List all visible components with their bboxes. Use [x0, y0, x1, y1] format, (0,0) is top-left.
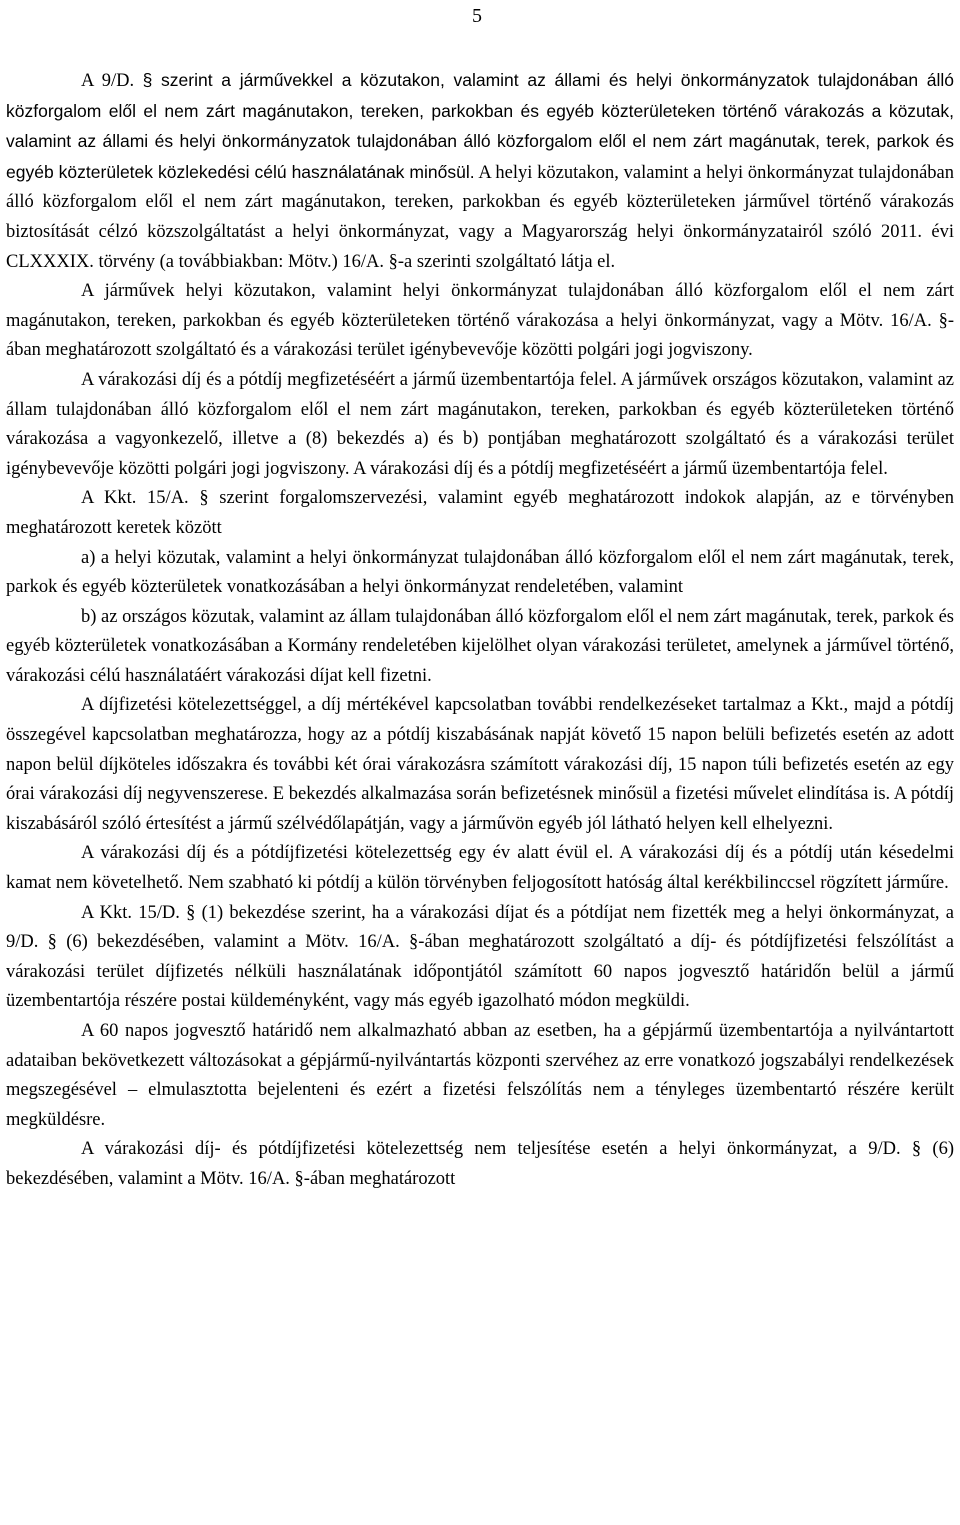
paragraph-point-a	[6, 544, 954, 603]
text-segment: A 9/D.	[81, 71, 143, 91]
paragraph-point-b	[6, 603, 954, 692]
paragraph	[6, 839, 954, 898]
text-segment: A díjfizetési kötelezettséggel, a díj mértékével kapcsolatban további rendelkezéseket tartalmaz a Kkt., majd a pótdíj összegével kapcsolatban meghatározza, hogy az a pótdíj kiszabásának napját követő 15 napon belüli befizetés esetén az adott napon belül díjköteles időszakra és további két órai várakozásra számított várakozási díj, 15 napon túli befizetés esetén az egy órai várakozási díj negyvenszerese. E bekezdés alkalmazása során befizetésnek minősül a fizetési művelet elindítása is. A pótdíj kiszabásáról szóló értesítést a jármű szélvédőlapátján, vagy a járművön egyéb jól látható helyen kell elhelyezni.	[6, 695, 954, 834]
paragraph	[6, 277, 954, 366]
paragraph	[6, 66, 954, 277]
text-segment: A Kkt. 15/A. § szerint forgalomszervezési, valamint egyéb meghatározott indokok alapján, az e törvényben meghatározott keretek között	[6, 488, 954, 538]
text-segment: § szerint a járművekkel a közutakon, valamint az állami és helyi önkormányzatok tulajdonában álló közforgalom elől el nem zárt magánutakon, tereken, parkokban és egyéb közterületeken történő várakozás a közutak, valamint az állami és helyi önkormányzatok tulajdonában álló közforgalom elől el nem zárt magánutak, terek, parkok és egyéb közterületek közlekedési célú használatának minősül.	[6, 70, 954, 182]
paragraph	[6, 366, 954, 484]
paragraph	[6, 1135, 954, 1194]
text-segment: A várakozási díj és a pótdíj megfizetéséért a jármű üzembentartója felel. A járművek országos közutakon, valamint az állam tulajdonában álló közforgalom elől el nem zárt magánutakon, tereken, parkokban és egyéb közterületeken történő várakozása a vagyonkezelő, illetve a (8) bekezdés a) és b) pontjában meghatározott szolgáltató és a várakozási terület igénybevevője közötti polgári jogi jogviszony. A várakozási díj és a pótdíj megfizetéséért a jármű üzembentartója felel.	[6, 369, 954, 479]
document-body	[6, 66, 954, 1195]
page-number: 5	[472, 5, 482, 27]
text-segment: A helyi közutakon, valamint a helyi önkormányzat tulajdonában álló közforgalom elől el nem zárt magánutakon, tereken, parkokban és egyéb közterületeken járművel történő várakozás biztosítását célzó közszolgáltatást a helyi önkormányzat, vagy a Magyarország helyi önkormányzatairól szóló 2011. évi CLXXXIX. törvény (a továbbiakban: Mötv.) 16/A. §-a szerinti szolgáltató látja el.	[6, 162, 954, 272]
paragraph	[6, 1017, 954, 1135]
text-segment: A Kkt. 15/D. § (1) bekezdése szerint, ha a várakozási díjat és a pótdíjat nem fizették meg a helyi önkormányzat, a 9/D. § (6) bekezdésében, valamint a Mötv. 16/A. §-ában meghatározott szolgáltató a díj- és pótdíjfizetési felszólítást a várakozási terület díjfizetés nélküli használatának időpontjától számított 60 napos jogvesztő határidőn belül a jármű üzembentartója részére postai küldeményként, vagy más egyéb igazolható módon megküldi.	[6, 902, 954, 1012]
paragraph	[6, 484, 954, 543]
paragraph	[6, 899, 954, 1017]
text-segment: a) a helyi közutak, valamint a helyi önkormányzat tulajdonában álló közforgalom elől el nem zárt magánutak, terek, parkok és egyéb közterületek vonatkozásában a helyi önkormányzat rendeletében, valamint	[6, 547, 954, 598]
text-segment: A járművek helyi közutakon, valamint helyi önkormányzat tulajdonában álló közforgalom elől el nem zárt magánutakon, tereken, parkokban és egyéb közterületeken történő várakozása a helyi önkormányzat, vagy a Mötv. 16/A. §-ában meghatározott szolgáltató és a várakozási terület igénybevevője közötti polgári jogi jogviszony.	[6, 281, 954, 361]
text-segment: b) az országos közutak, valamint az állam tulajdonában álló közforgalom elől el nem zárt magánutak, terek, parkok és egyéb közterületek vonatkozásában a Kormány rendeletében kijelölhet olyan várakozási területet, amelynek a járművel történő, várakozási célú használatáért várakozási díjat kell fizetni.	[6, 606, 954, 686]
text-segment: A várakozási díj és a pótdíjfizetési kötelezettség egy év alatt évül el. A várakozási díj és a pótdíj után késedelmi kamat nem követelhető. Nem szabható ki pótdíj a külön törvényben feljogosított hatóság által kerékbilinccsel rögzített járműre.	[6, 843, 954, 894]
paragraph	[6, 691, 954, 839]
text-segment: A 60 napos jogvesztő határidő nem alkalmazható abban az esetben, ha a gépjármű üzembentartója a nyilvántartott adataiban bekövetkezett változásokat a gépjármű-nyilvántartás központi szervéhez az erre vonatkozó jogszabályi rendelkezések megszegésével – elmulasztotta bejelenteni és ezért a fizetési felszólítás nem a tényleges üzembentartó részére került megküldésre.	[6, 1021, 954, 1130]
text-segment: A várakozási díj- és pótdíjfizetési kötelezettség nem teljesítése esetén a helyi önkormányzat, a 9/D. § (6) bekezdésében, valamint a Mötv. 16/A. §-ában meghatározott	[6, 1139, 954, 1189]
